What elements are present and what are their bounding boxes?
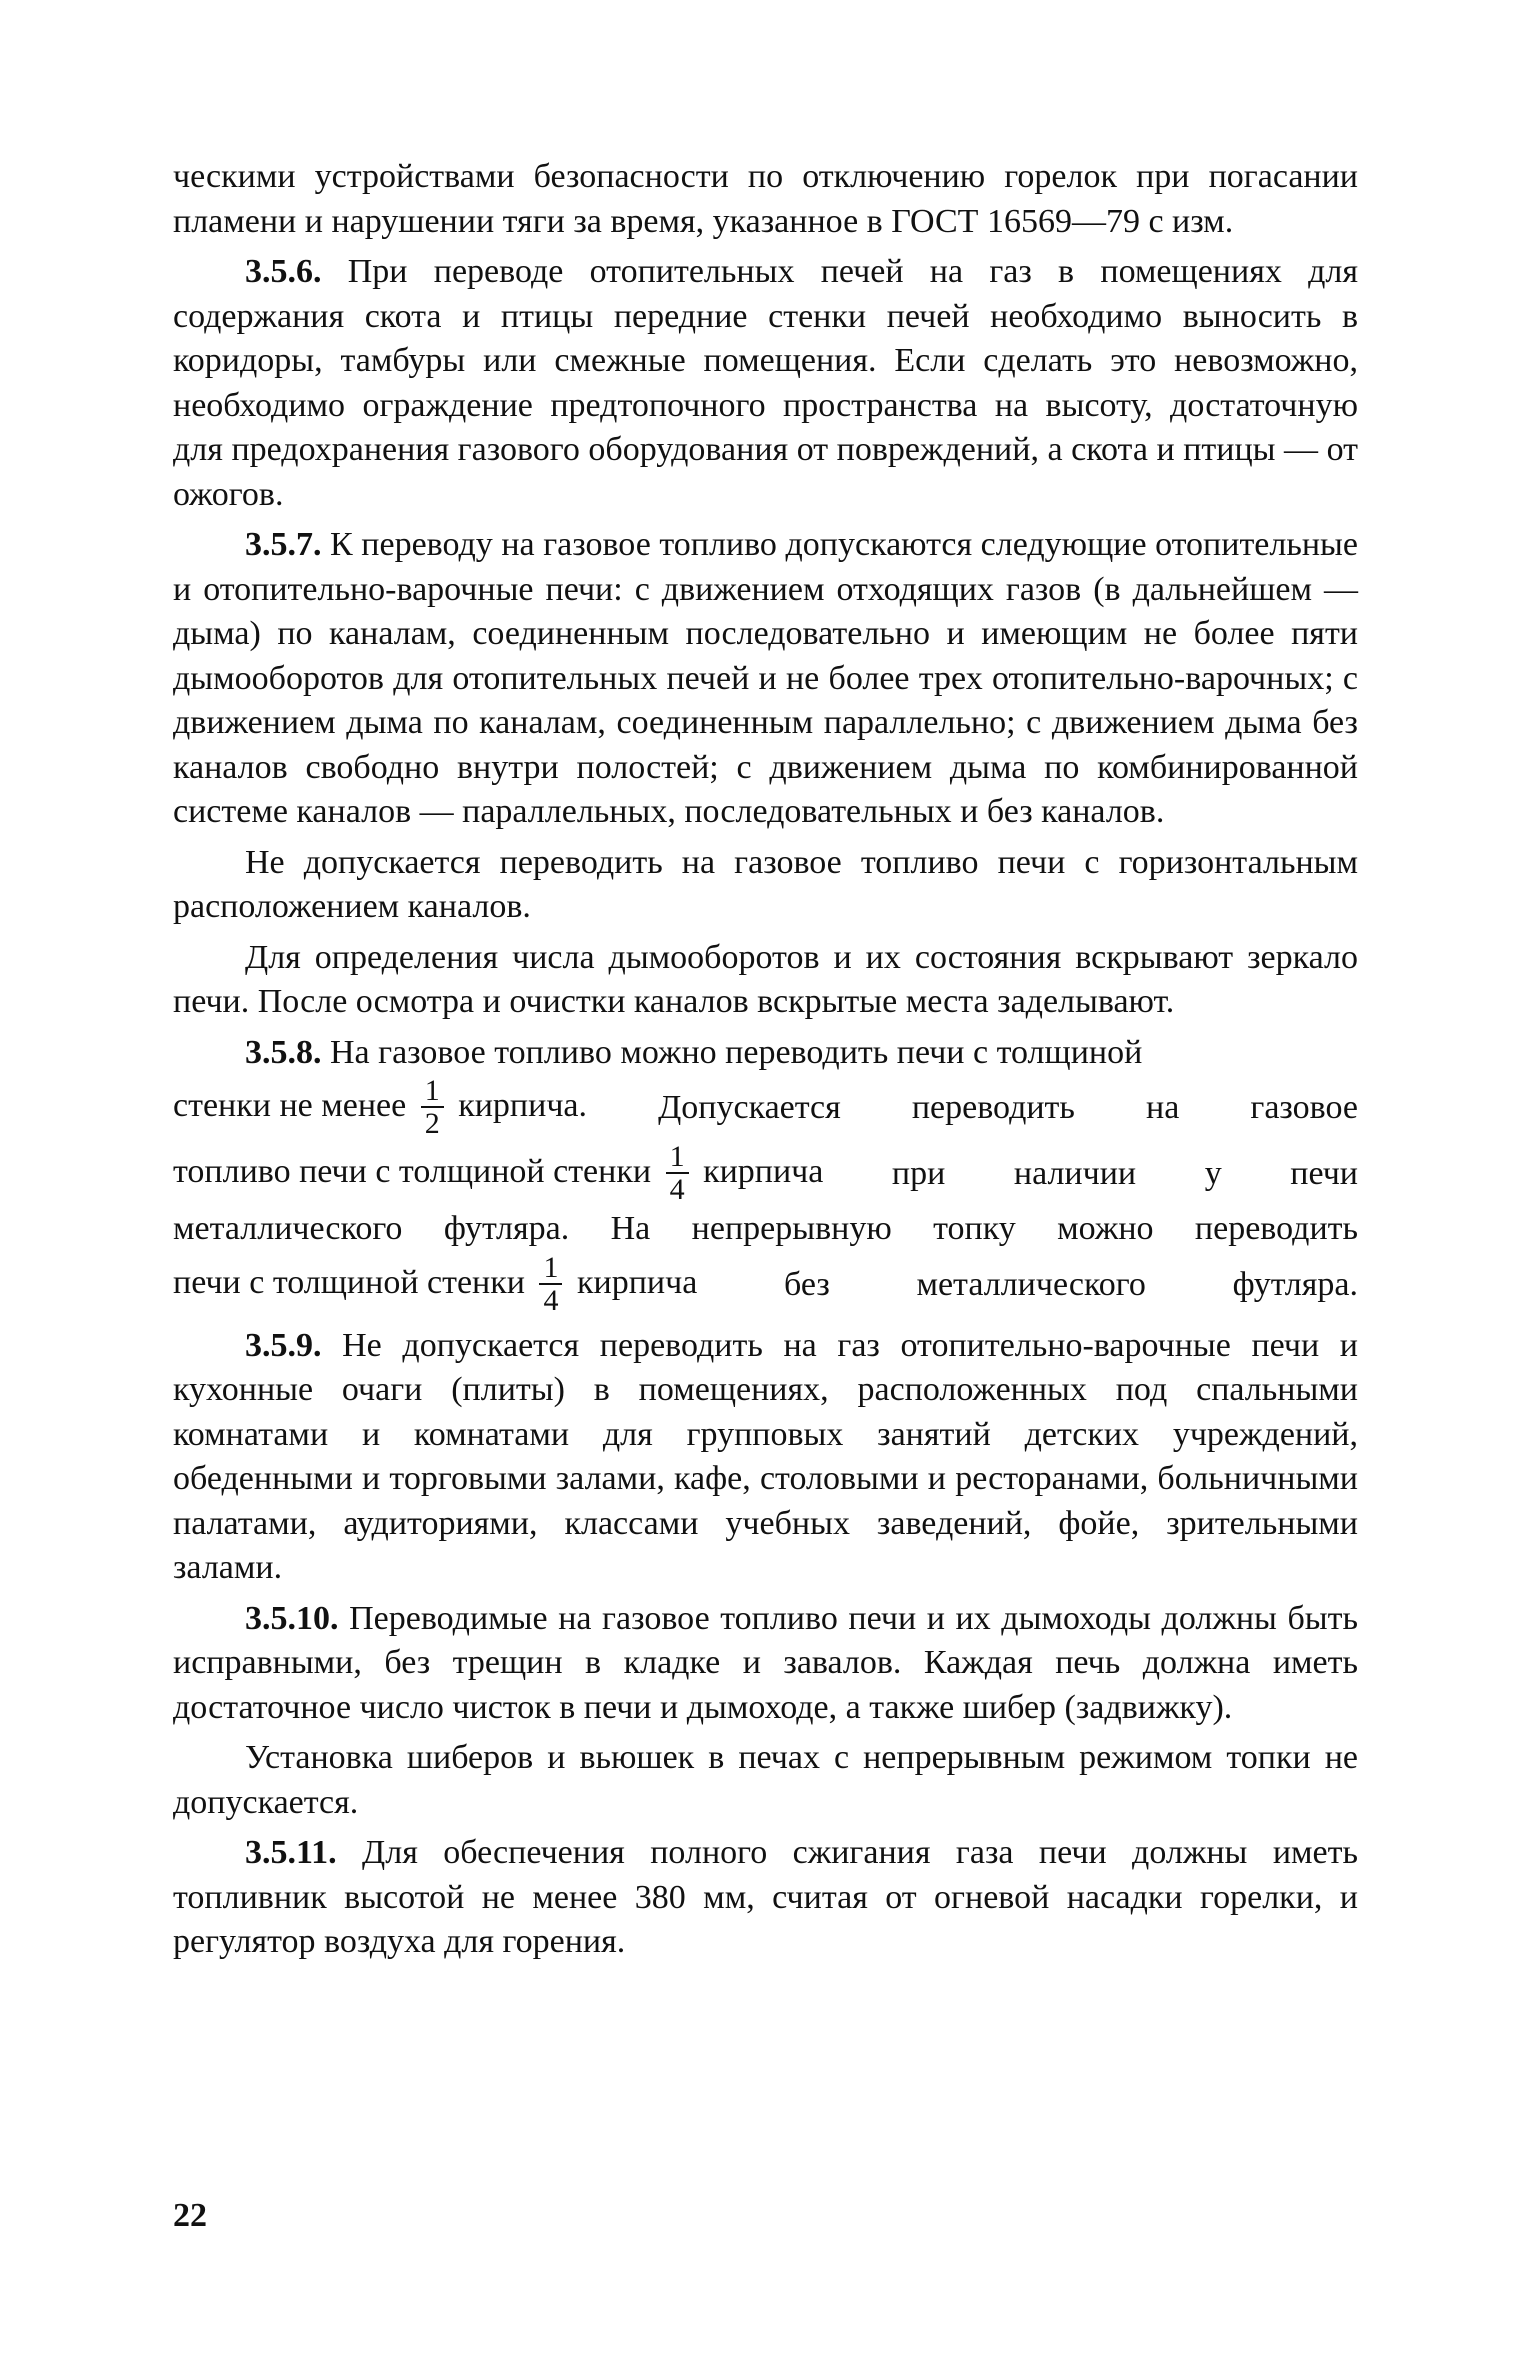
line-text: кирпича	[703, 1152, 824, 1190]
paragraph-inspection	[173, 936, 1358, 1025]
line-text: газовое	[1250, 1089, 1358, 1126]
fraction-denominator: 2	[424, 1107, 440, 1140]
paragraph-3-5-8	[173, 1031, 1358, 1318]
paragraph-continuation	[173, 155, 1358, 244]
paragraph-text: Не допускается переводить на газ отопительно-варочные печи и кухонные очаги (плиты) в помещениях, расположенных под спальными комнатами и комнатами для групповых занятий детских учреждений, обеденными и торговыми залами, кафе, столовыми и ресторанами, больничными палатами, аудиториями, классами учебных заведений, фойе, зрительными залами.	[173, 1326, 1358, 1586]
clause-number: 3.5.10.	[245, 1599, 339, 1637]
fraction-quarter	[666, 1142, 689, 1206]
paragraph-text: К переводу на газовое топливо допускаются следующие отопительные и отопительно-варочные печи: с движением отходящих газов (в дальнейшем — дыма) по каналам, соединенным последовательно и имеющим не более пяти дымооборотов для отопительных печей и не более трех отопительно-варочных; с движением дыма по каналам, соединенным параллельно; с движением дыма без каналов свободно внутри полостей; с движением дыма по комбинированной системе каналов — параллельных, последовательных и без каналов.	[173, 526, 1358, 830]
page-number: 22	[173, 2197, 207, 2234]
paragraph-line-with-fraction	[173, 1252, 1358, 1318]
line-text: кирпича.	[458, 1086, 588, 1124]
line-text: топливо печи с толщиной стенки	[173, 1152, 652, 1190]
paragraph-3-5-9	[173, 1324, 1358, 1591]
line-text: без	[783, 1265, 830, 1303]
paragraph-line-with-fraction	[173, 1141, 1358, 1207]
paragraph-3-5-11	[173, 1831, 1358, 1965]
clause-number: 3.5.11.	[245, 1834, 337, 1871]
clause-number: 3.5.8.	[245, 1033, 322, 1071]
fraction-numerator: 1	[539, 1253, 562, 1285]
paragraph-dampers	[173, 1736, 1358, 1825]
paragraph-text: На газовое топливо можно переводить печи с толщиной	[321, 1033, 1143, 1071]
line-text: наличии	[1013, 1155, 1137, 1192]
line-text: футляра.	[1232, 1265, 1358, 1303]
fraction-denominator: 4	[543, 1283, 559, 1317]
paragraph-text: При переводе отопительных печей на газ в помещениях для содержания скота и птицы передние стенки печей необходимо выносить в коридоры, тамбуры или смежные помещения. Если сделать это невозможно, необходимо ограждение предтопочного пространства на высоту, достаточную для предохранения газового оборудования от повреждений, а скота и птицы — от ожогов.	[173, 253, 1358, 513]
paragraph-line	[173, 1031, 1358, 1076]
line-text: Допускается	[658, 1089, 841, 1126]
paragraph-text: Установка шиберов и вьюшек в печах с непрерывным режимом топки не допускается.	[173, 1739, 1358, 1821]
fraction-numerator: 1	[421, 1076, 444, 1108]
fraction-quarter	[539, 1250, 562, 1317]
line-text: при	[891, 1155, 946, 1192]
body-text	[173, 155, 1358, 1965]
paragraph-horizontal-channels	[173, 841, 1358, 930]
fraction-numerator: 1	[666, 1142, 689, 1174]
line-text: металлического футляра. На непрерывную топку можно переводить	[173, 1210, 1358, 1247]
paragraph-text: Не допускается переводить на газовое топливо печи с горизонтальным расположением каналов.	[173, 843, 1358, 925]
paragraph-3-5-7	[173, 523, 1358, 835]
clause-number: 3.5.7.	[245, 526, 322, 563]
fraction-half	[421, 1076, 444, 1140]
line-text: печи	[1290, 1155, 1358, 1192]
clause-number: 3.5.9.	[245, 1326, 322, 1364]
line-text: кирпича	[576, 1263, 698, 1301]
line-text: металлического	[916, 1265, 1146, 1303]
paragraph-text: Переводимые на газовое топливо печи и их дымоходы должны быть исправными, без трещин в кладке и завалов. Каждая печь должна иметь достаточное число чисток в печи и дымоходе, а также шибер (задвижку).	[173, 1599, 1358, 1726]
line-text: переводить	[911, 1089, 1075, 1126]
fraction-denominator: 4	[669, 1173, 685, 1206]
paragraph-text: ческими устройствами безопасности по отключению горелок при погасании пламени и нарушении тяги за время, указанное в ГОСТ 16569—79 с изм.	[173, 158, 1358, 240]
line-text: на	[1146, 1089, 1180, 1126]
paragraph-line	[173, 1207, 1358, 1252]
paragraph-line-with-fraction	[173, 1075, 1358, 1141]
line-text: печи с толщиной стенки	[173, 1263, 525, 1301]
line-text: стенки не менее	[173, 1086, 407, 1124]
paragraph-3-5-10	[173, 1597, 1358, 1731]
paragraph-3-5-6	[173, 250, 1358, 517]
clause-number: 3.5.6.	[245, 253, 322, 290]
paragraph-text: Для определения числа дымооборотов и их состояния вскрывают зеркало печи. После осмотра и очистки каналов вскрытые места заделывают.	[173, 938, 1358, 1020]
line-text: у	[1204, 1155, 1222, 1192]
paragraph-text: Для обеспечения полного сжигания газа печи должны иметь топливник высотой не менее 380 мм, считая от огневой насадки горелки, и регулятор воздуха для горения.	[173, 1834, 1358, 1960]
